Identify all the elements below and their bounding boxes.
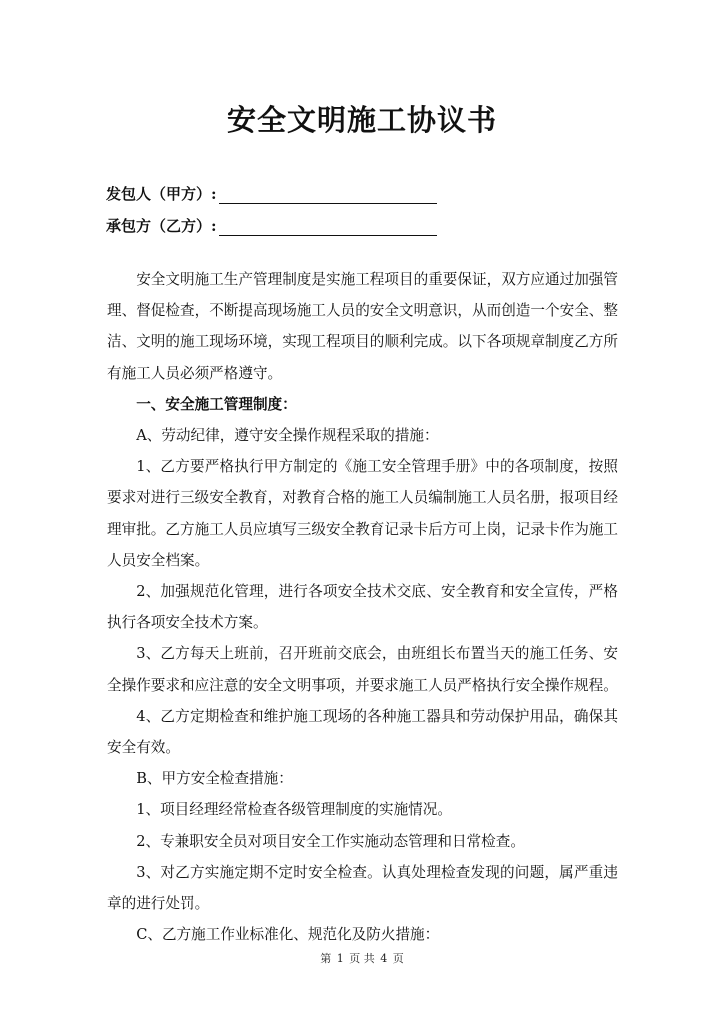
section-heading: 一、安全施工管理制度： — [136, 395, 297, 413]
document-title: 安全文明施工协议书 — [226, 103, 497, 137]
subsection-b-heading: B、甲方安全检查措施： — [136, 770, 293, 788]
party-a-blank-line — [219, 185, 437, 204]
party-a-row — [106, 183, 437, 204]
footer-prefix: 第 — [320, 952, 332, 965]
subsection-a-heading: A、劳动纪律，遵守安全操作规程采取的措施： — [136, 427, 439, 445]
party-a-label: 发包人（甲方）: — [106, 185, 217, 203]
clause-paragraph: 2、加强规范化管理，进行各项安全技术交底、安全教育和安全宣传，严格执行各项安全技术方案。 — [107, 583, 618, 632]
subsection-c-heading: C、乙方施工作业标准化、规范化及防火措施： — [136, 926, 440, 944]
footer-page-number: 1 — [336, 952, 344, 965]
clause-paragraph: 1、乙方要严格执行甲方制定的《施工安全管理手册》中的各项制度，按照要求对进行三级安全教育，对教育合格的施工人员编制施工人员名册，报项目经理审批。乙方施工人员应填写三级安全教育记录卡后方可上岗，记录卡作为施工人员安全档案。 — [107, 458, 618, 569]
party-b-row — [106, 215, 437, 236]
party-b-label: 承包方（乙方）: — [106, 217, 217, 235]
document-body — [107, 264, 618, 950]
clause-paragraph: 4、乙方定期检查和维护施工现场的各种施工器具和劳动保护用品，确保其安全有效。 — [107, 707, 618, 757]
intro-paragraph: 安全文明施工生产管理制度是实施工程项目的重要保证，双方应通过加强管理、督促检查，不断提高现场施工人员的安全文明意识，从而创造一个安全、整洁、文明的施工现场环境，实现工程项目的顺利完成。以下各项规章制度乙方所有施工人员必须严格遵守。 — [107, 271, 618, 382]
footer-middle: 页 共 — [349, 952, 375, 965]
party-b-blank-line — [219, 217, 437, 236]
clause-paragraph: 3、乙方每天上班前，召开班前交底会，由班组长布置当天的施工任务、安全操作要求和应注意的安全文明事项，并要求施工人员严格执行安全操作规程。 — [107, 645, 618, 694]
footer-total-pages: 4 — [380, 952, 388, 965]
clause-paragraph: 2、专兼职安全员对项目安全工作实施动态管理和日常检查。 — [136, 832, 525, 850]
clause-paragraph: 3、对乙方实施定期不定时安全检查。认真处理检查发现的问题，属严重违章的进行处罚。 — [107, 863, 618, 913]
clause-paragraph: 1、项目经理经常检查各级管理制度的实施情况。 — [136, 801, 452, 819]
page-footer — [0, 950, 724, 966]
footer-suffix: 页 — [392, 952, 404, 965]
